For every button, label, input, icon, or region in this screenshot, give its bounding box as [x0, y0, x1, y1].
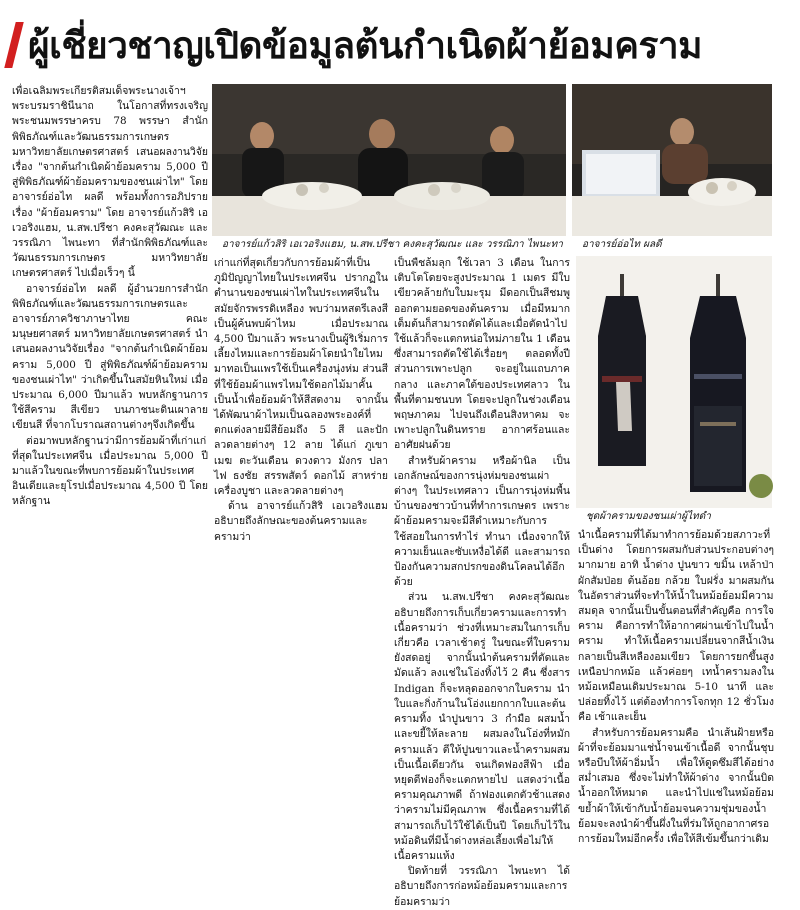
photo-garments-caption: ชุดผ้าครามของชนเผ่าผู้ไทดำ — [586, 511, 711, 522]
article-column-2 — [214, 256, 388, 628]
article-paragraph: ส่วน น.สพ.ปรีชา คงคะสุวัฒณะ อธิบายถึงการเก็บเกี่ยวครามและการทำเนื้อครามว่า ช่วงที่เหมาะสมในการเก็บเกี่ยวคือ เวลาเช้าตรู่ ในขณะที่ใบครามยังสดอยู่ จากนั้นนำต้นครามที่ตัดและมัดแล้ว ลงแช่ในโอ่งทิ้งไว้ 2 คืน ซึ่งสาร Indigan ก็จะหลุดออกจากใบคราม นำใบและกิ่งก้านในโอ่งแยกกากใบและต้นครามทิ้ง นำปูนขาว 3 กำมือ ผสมน้ำและขยี้ให้ละลาย ผสมลงในโอ่งที่หมักครามแล้ว ตีให้ปูนขาวและน้ำครามผสมเป็นเนื้อเดียวกัน จนเกิดฟองสีฟ้า เมื่อหยุดตีฟองก็จะแตกหายไป แสดงว่าเนื้อครามคุณภาพดี ถ้าฟองแตกตัวช้าแสดงว่าครามไม่มีคุณภาพ ซึ่งเนื้อครามที่ได้สามารถเก็บไว้ใช้ได้เป็นปี โดยเก็บไว้ในหม้อดินที่มีน้ำด่างหล่อเลี้ยงเพื่อไม่ให้เนื้อครามแห้ง — [394, 591, 570, 862]
photo-speaker-caption: อาจารย์อ่อไท ผลดี — [582, 239, 662, 250]
headline-accent-mark — [4, 22, 23, 68]
article-paragraph: สำหรับการย้อมครามคือ นำเส้นฝ้ายหรือผ้าที่จะย้อมมาแช่น้ำจนเข้าเนื้อดี จากนั้นชุบหรือบีบให้ผ้าอิ่มน้ำ เพื่อให้ดูดซึมสีได้อย่างสม่ำเสมอ ซึ่งจะไม่ทำให้ผ้าด่าง จากนั้นบิดน้ำออกให้หมาด และนำไปแช่ในหม้อย้อม ขย้ำผ้าให้เข้ากับน้ำย้อมจนความชุ่มของน้ำย้อมจะลงนำผ้าขึ้นผึ่งในที่ร่มให้ถูกอากาศรอการย้อมใหม่อีกครั้ง เพื่อให้สีเข้มขึ้นกว่าเดิม — [578, 726, 774, 846]
photo-garments — [576, 256, 772, 508]
photo-garments-image — [576, 256, 772, 508]
article-paragraph: เก่าแก่ที่สุดเกี่ยวกับการย้อมผ้าที่เป็นภูมิปัญญาไทยในประเทศจีน ปรากฏในตำนานของชนเผ่าไทในประเทศจีนในสมัยจักรพรรดิเหลือง พบว่ามหสตรีเลงสี เป็นผู้ค้นพบผ้าไหม เมื่อประมาณ 4,500 ปีมาแล้ว พระนางเป็นผู้ริเริ่มการเลี้ยงไหมและการย้อมผ้าโดยนำใยไหมมาทอเป็นแพรใช้เป็นเครื่องนุ่งห่ม ส่วนสีที่ใช้ย้อมผ้าแพรไหมใช้ดอกไม้มาคั้นเป็นน้ำเพื่อย้อมผ้าให้สีสดงาม จากนั้นได้พัฒนาผ้าไหมเป็นฉลองพระองค์ที่ตกแต่งลายมีสีย้อมถึง 5 สี และปักลวดลายต่างๆ 12 ลาย ได้แก่ ภูเขา เมฆ ตะวันเดือน ดวงดาว มังกร ปลา ไฟ ธงชัย สรรพสัตว์ ดอกไม้ สาหร่าย เครื่องบูชา และลวดลายต่างๆ — [214, 257, 388, 498]
article-paragraph: อาจารย์อ่อไท ผลดี ผู้อำนวยการสำนักพิพิธภัณฑ์และวัฒนธรรมการเกษตรและอาจารย์ภาควิชาภาษาไทย คณะมนุษยศาสตร์ มหาวิทยาลัยเกษตรศาสตร์ นำเสนอผลงานวิจัยเรื่อง "จากต้นกำเนิดผ้าย้อมคราม 5,000 ปี สู่พิพิธภัณฑ์ผ้าย้อมครามของชนเผ่าไท" ว่าเกิดขึ้นในสมัยหินใหม่ เมื่อประมาณ 6,000 ปีมาแล้ว พบหลักฐานการใช้สีคราม สีเขียว บนภาชนะดินเผาลายเขียนสี ที่จากโบราณสถานต่างๆจึงเกิดขึ้น — [12, 282, 208, 432]
headline: ผู้เชี่ยวชาญเปิดข้อมูลต้นกำเนิดผ้าย้อมคราม — [28, 24, 703, 67]
article-paragraph: ปิดท้ายที่ วรรณิภา ไพนะทา ได้อธิบายถึงการก่อหม้อย้อมครามและการย้อมครามว่า — [394, 865, 570, 908]
article-column-1 — [12, 84, 208, 874]
article-column-3 — [394, 256, 570, 908]
article-paragraph: ต่อมาพบหลักฐานว่ามีการย้อมผ้าที่เก่าแก่ที่สุดในประเทศจีน เมื่อประมาณ 5,000 ปี มาแล้วในขณะที่พบการย้อมผ้าในประเทศอินเดียและยุโรปเมื่อประมาณ 4,500 ปี โดยหลักฐาน — [12, 434, 208, 508]
article-paragraph: ด้าน อาจารย์แก้วสิริ เอเวอริงแฮม อธิบายถึงลักษณะของต้นครามและครามว่า — [214, 500, 388, 543]
photo-panel-caption: อาจารย์แก้วสิริ เอเวอริงแฮม, น.สพ.ปรีชา คงคะสุวัฒณะ และ วรรณิภา ไพนะทา — [222, 239, 563, 250]
article-paragraph: สำหรับผ้าคราม หรือผ้านิล เป็นเอกลักษณ์ของการนุ่งห่มของชนเผ่าต่างๆ ในประเทศลาว เป็นการนุ่งห่มพื้นบ้านของชาวบ้านที่ทำการเกษตร เพราะผ้าย้อมครามจะมีสีดำเหมาะกับการใช้สอยในการทำไร่ ทำนา เนื่องจากให้ความเย็นและซับเหงื่อได้ดี และสามารถป้องกันความสกปรกของดินโคลนได้อีกด้วย — [394, 454, 570, 589]
article-paragraph: เป็นพืชล้มลุก ใช้เวลา 3 เดือน ในการเติบโตโดยจะสูงประมาณ 1 เมตร มีใบเขียวคล้ายกับใบมะรุม มีดอกเป็นสีชมพู ออกตามยอดของต้นคราม เมื่อมีหมากเต็มต้นก็สามารถตัดได้และเมื่อตัดนำไปใช้แล้วก็จะแตกหน่อใหม่ภายใน 1 เดือน ซึ่งสามารถตัดใช้ได้เรื่อยๆ ตลอดทั้งปี ส่วนการเพาะปลูก จะอยู่ในแถบภาคกลาง และภาคใต้ของประเทศลาว ในพื้นที่ตามชนบท โดยจะปลูกในช่วงเดือนพฤษภาคม ไปจนถึงเดือนสิงหาคม จะเพาะปลูกในดินทราย อากาศร้อนและอาศัยฝนด้วย — [394, 257, 570, 452]
article-paragraph: เพื่อเฉลิมพระเกียรติสมเด็จพระนางเจ้าฯ พระบรมราชินีนาถ ในโอกาสที่ทรงเจริญพระชนมพรรษาครบ 78 พรรษา สำนักพิพิธภัณฑ์และวัฒนธรรมการเกษตร มหาวิทยาลัยเกษตรศาสตร์ เสนอผลงานวิจัยเรื่อง "จากต้นกำเนิดผ้าย้อมคราม 5,000 ปี สู่พิพิธภัณฑ์ผ้าย้อมครามของชนเผ่าไท" โดยอาจารย์อ่อไท ผลดี พร้อมทั้งการอภิปรายเรื่อง "ผ้าย้อมคราม" โดย อาจารย์แก้วสิริ เอเวอริงแฮม, น.สพ.ปรีชา คงคะสุวัฒณะ และวรรณิภา ไพนะทา ที่สำนักพิพิธภัณฑ์และวัฒนธรรมการเกษตร มหาวิทยาลัยเกษตรศาสตร์ ไปเมื่อเร็วๆ นี้ — [12, 85, 208, 280]
photo-speaker-image — [572, 84, 772, 236]
photo-panel-image — [212, 84, 566, 236]
photo-panel-discussion — [212, 84, 566, 236]
article-paragraph: นำเนื้อครามที่ได้มาทำการย้อมด้วยสภาวะที่เป็นด่าง โดยการผสมกับส่วนประกอบต่างๆ มากมาย อาทิ น้ำด่าง ปูนขาว ขมิ้น เหล้าป่า ผักสัมป่อย ต้นอ้อย กล้วย ใบฝรั่ง มาผสมกันในอัตราส่วนที่จะทำให้น้ำในหม้อย้อมมีความสมดุล จากนั้นเป็นขั้นตอนที่สำคัญคือ การใจคราม คือการทำให้อากาศผ่านเข้าไปในน้ำคราม ทำให้เนื้อครามเปลี่ยนจากสีน้ำเงิน กลายเป็นสีเหลืองอมเขียว โดยการยกขึ้นสูงเหนือปากหม้อ แล้วค่อยๆ เทน้ำครามลงในหม้อเหมือนเดิมประมาณ 5-10 นาที และปล่อยทิ้งไว้ แต่ต้องทำการโจกทุก 12 ชั่วโมง คือ เช้าและเย็น — [578, 529, 774, 724]
photo-speaker — [572, 84, 772, 236]
article-column-4 — [578, 528, 774, 884]
